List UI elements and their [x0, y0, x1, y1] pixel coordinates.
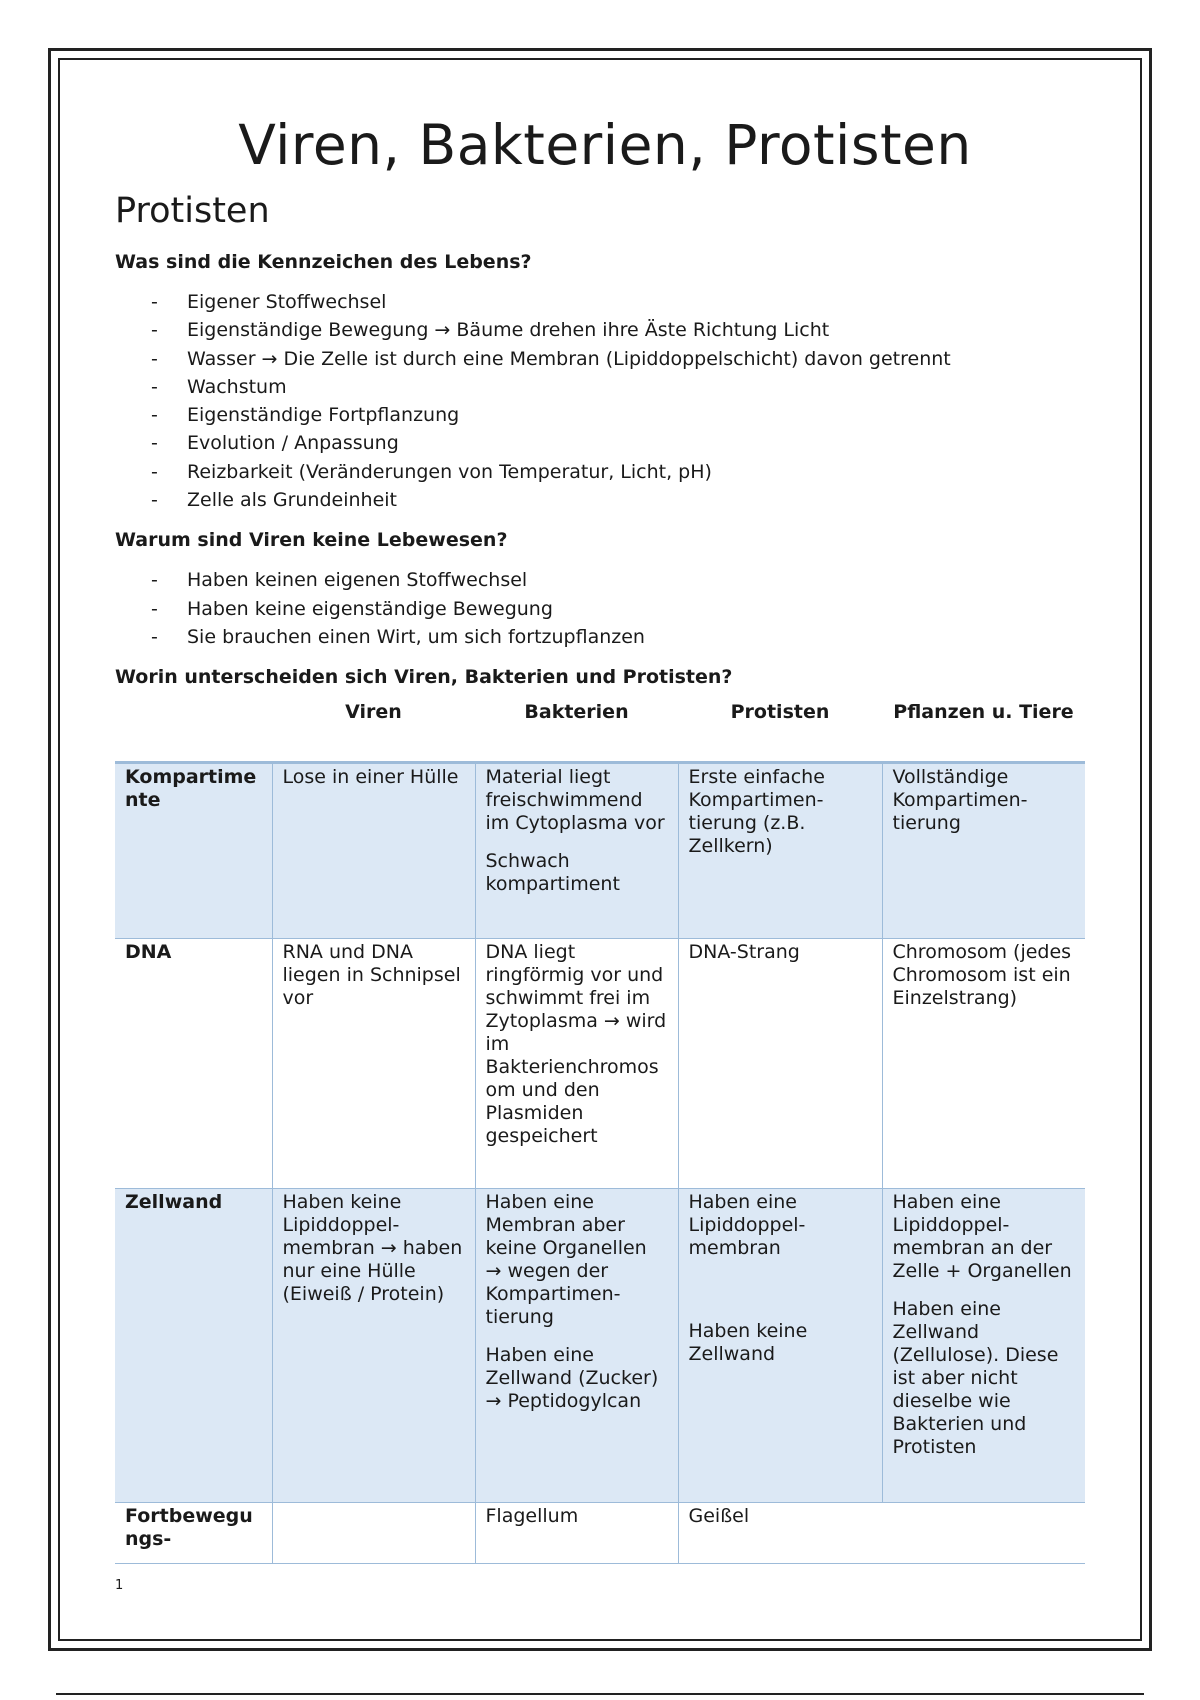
- header-bakterien: Bakterien: [475, 699, 678, 763]
- table-cell: Lose in einer Hülle: [272, 763, 475, 939]
- table-cell: Haben keine Lipiddoppel-membran → haben nur eine Hülle (Eiweiß / Protein): [272, 1189, 475, 1503]
- table-header-row: [115, 699, 1085, 763]
- header-viren: Viren: [272, 699, 475, 763]
- table-cell: Geißel: [678, 1503, 882, 1564]
- table-row: [115, 1503, 1085, 1564]
- bottom-rule: [56, 1693, 1144, 1695]
- table-cell: DNA-Strang: [678, 939, 882, 1189]
- table-cell: DNA liegt ringförmig vor und schwimmt frei im Zytoplasma → wird im Bakterienchromosom und den Plasmiden gespeichert: [475, 939, 678, 1189]
- comparison-table: [115, 699, 1085, 1564]
- table-cell: [882, 1503, 1085, 1564]
- row-label: Zellwand: [115, 1189, 272, 1503]
- page-title: Viren, Bakterien, Protisten: [238, 113, 972, 177]
- list-item: - Eigenständige Fortpflanzung: [115, 401, 1095, 429]
- cell-paragraph: Schwach kompartiment: [485, 850, 620, 896]
- table-cell: Vollständige Kompartimen-tierung: [882, 763, 1085, 939]
- row-label: Kompartimente: [115, 763, 272, 939]
- table-cell: Chromosom (jedes Chromosom ist ein Einzelstrang): [882, 939, 1085, 1189]
- list-item: - Eigener Stoffwechsel: [115, 288, 1095, 316]
- list-item: - Evolution / Anpassung: [115, 429, 1095, 457]
- cell-spacer: [689, 1260, 872, 1320]
- question-viren: Warum sind Viren keine Lebewesen?: [115, 529, 508, 552]
- cell-paragraph: Haben eine Lipiddoppel-membran an der Zelle + Organellen: [892, 1191, 1072, 1283]
- cell-paragraph: Haben eine Lipiddoppel-membran: [688, 1191, 806, 1260]
- cell-paragraph: Haben eine Zellwand (Zellulose). Diese ist aber nicht dieselbe wie Bakterien und Protisten: [892, 1298, 1059, 1459]
- table-cell: Flagellum: [475, 1503, 678, 1564]
- table-cell: Erste einfache Kompartimen-tierung (z.B. Zellkern): [678, 763, 882, 939]
- kennzeichen-list: [115, 288, 1095, 514]
- table-cell: [678, 1189, 882, 1503]
- page-number: 1: [115, 1578, 124, 1594]
- cell-paragraph: Haben eine Membran aber keine Organellen → wegen der Kompartimen-tierung: [485, 1191, 647, 1329]
- cell-paragraph: Material liegt freischwimmend im Cytoplasma vor: [485, 766, 665, 835]
- list-item: - Zelle als Grundeinheit: [115, 486, 1095, 514]
- question-unterschiede: Worin unterscheiden sich Viren, Bakterien und Protisten?: [115, 666, 733, 689]
- row-label: Fortbewegungs-: [115, 1503, 272, 1564]
- table-cell: [882, 1189, 1085, 1503]
- list-item: - Reizbarkeit (Veränderungen von Temperatur, Licht, pH): [115, 458, 1095, 486]
- viren-list: [115, 566, 1095, 651]
- cell-paragraph: Haben eine Zellwand (Zucker) → Peptidogylcan: [485, 1344, 659, 1413]
- header-pflanzen-tiere: Pflanzen u. Tiere: [882, 699, 1085, 763]
- table-cell: [475, 763, 678, 939]
- table-row: [115, 939, 1085, 1189]
- list-item: - Wasser → Die Zelle ist durch eine Membran (Lipiddoppelschicht) davon getrennt: [115, 345, 1095, 373]
- row-label: DNA: [115, 939, 272, 1189]
- list-item: - Wachstum: [115, 373, 1095, 401]
- table-row: [115, 1189, 1085, 1503]
- section-heading: Protisten: [115, 191, 270, 231]
- table-cell: [272, 1503, 475, 1564]
- header-empty: [115, 699, 272, 763]
- list-item: - Haben keinen eigenen Stoffwechsel: [115, 566, 1095, 594]
- list-item: - Sie brauchen einen Wirt, um sich fortzupflanzen: [115, 623, 1095, 651]
- table-cell: RNA und DNA liegen in Schnipsel vor: [272, 939, 475, 1189]
- question-kennzeichen: Was sind die Kennzeichen des Lebens?: [115, 251, 532, 273]
- table-row: [115, 763, 1085, 939]
- table-cell: [475, 1189, 678, 1503]
- list-item: - Eigenständige Bewegung → Bäume drehen ihre Äste Richtung Licht: [115, 316, 1095, 344]
- cell-paragraph: Haben keine Zellwand: [688, 1320, 808, 1366]
- header-protisten: Protisten: [678, 699, 882, 763]
- document-body: [115, 110, 1095, 1593]
- list-item: - Haben keine eigenständige Bewegung: [115, 595, 1095, 623]
